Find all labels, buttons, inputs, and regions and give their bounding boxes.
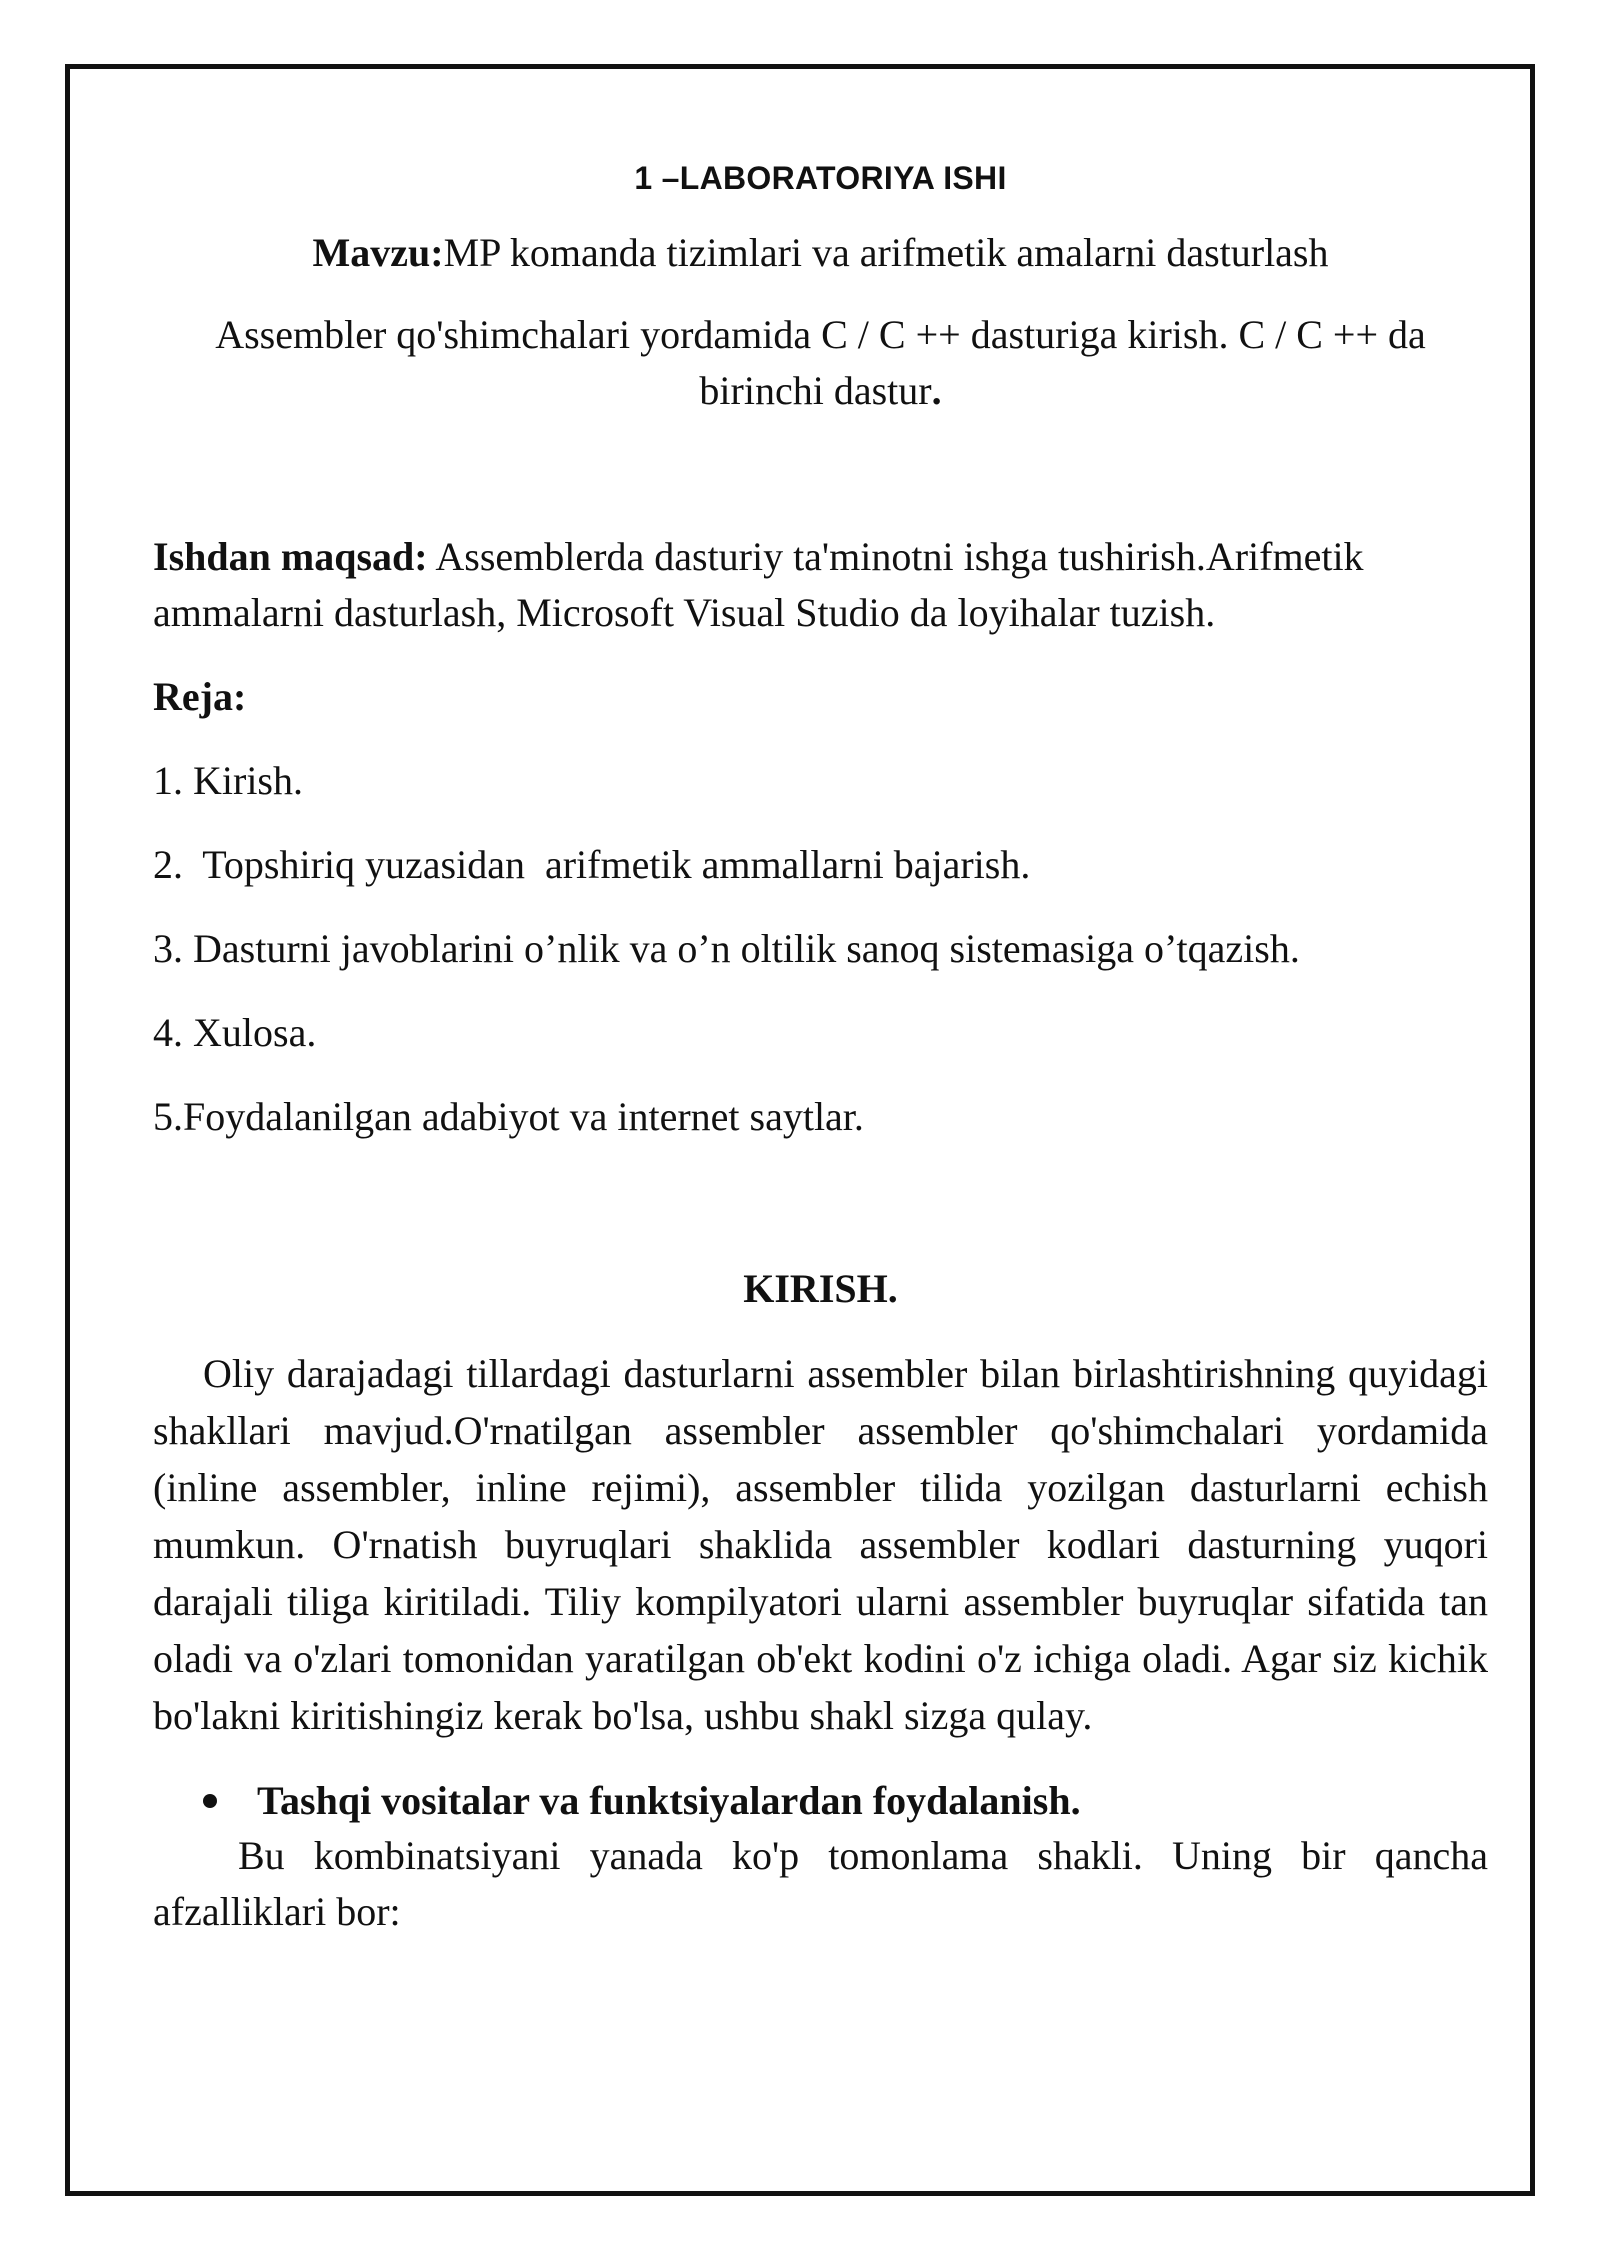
plan-item: 3. Dasturni javoblarini o’nlik va o’n oltilik sanoq sistemasiga o’tqazish. — [153, 926, 1300, 971]
plan-item: 2. Topshiriq yuzasidan arifmetik ammallarni bajarish. — [153, 842, 1031, 887]
intro-paragraph: Oliy darajadagi tillardagi dasturlarni assembler bilan birlashtirishning quyidagi shakllari mavjud.O'rnatilgan assembler assembler qo'shimchalari yordamida (inline assembler, inline rejimi), assembler tilida yozilgan dasturlarni echish mumkun. O'rnatish buyruqlari shaklida assembler kodlari dasturning yuqori darajali tiliga kiritiladi. Tiliy kompilyatori ularni assembler buyruqlar sifatida tan oladi va o'zlari tomonidan yaratilgan ob'ekt kodini o'z ichiga oladi. Agar siz kichik bo'lakni kiritishingiz kerak bo'lsa, ushbu shakl sizga qulay. — [153, 1351, 1488, 1738]
lab-title: 1 –LABORATORIYA ISHI — [634, 160, 1007, 196]
bullet-icon — [203, 1794, 217, 1808]
plan-item: 4. Xulosa. — [153, 1010, 317, 1055]
subtitle-text: Assembler qo'shimchalari yordamida C / C ++ dasturiga kirish. C / C ++ da birinchi dastur — [215, 312, 1426, 413]
purpose-label: Ishdan maqsad: — [153, 534, 428, 579]
topic-text: MP komanda tizimlari va arifmetik amalarni dasturlash — [443, 230, 1329, 275]
bullet-list-item — [203, 1774, 1488, 1828]
purpose-paragraph — [153, 529, 1488, 641]
plan-title: Reja: — [153, 674, 247, 719]
bullet-text: Tashqi vositalar va funktsiyalardan foydalanish. — [257, 1778, 1081, 1823]
topic-line — [153, 225, 1488, 281]
document-body — [153, 150, 1488, 1940]
plan-item: 1. Kirish. — [153, 758, 303, 803]
subtitle — [183, 307, 1458, 419]
section-title-kirish: KIRISH. — [743, 1266, 898, 1311]
after-bullet-paragraph: Bu kombinatsiyani yanada ko'p tomonlama shakli. Uning bir qancha afzalliklari bor: — [153, 1833, 1488, 1934]
topic-label: Mavzu: — [312, 230, 444, 275]
plan-item: 5.Foydalanilgan adabiyot va internet saytlar. — [153, 1094, 864, 1139]
subtitle-end: . — [931, 368, 942, 413]
purpose-text: Assemblerda dasturiy ta'minotni ishga tushirish.Arifmetik ammalarni dasturlash, Microsoft Visual Studio da loyihalar tuzish. — [153, 534, 1364, 635]
